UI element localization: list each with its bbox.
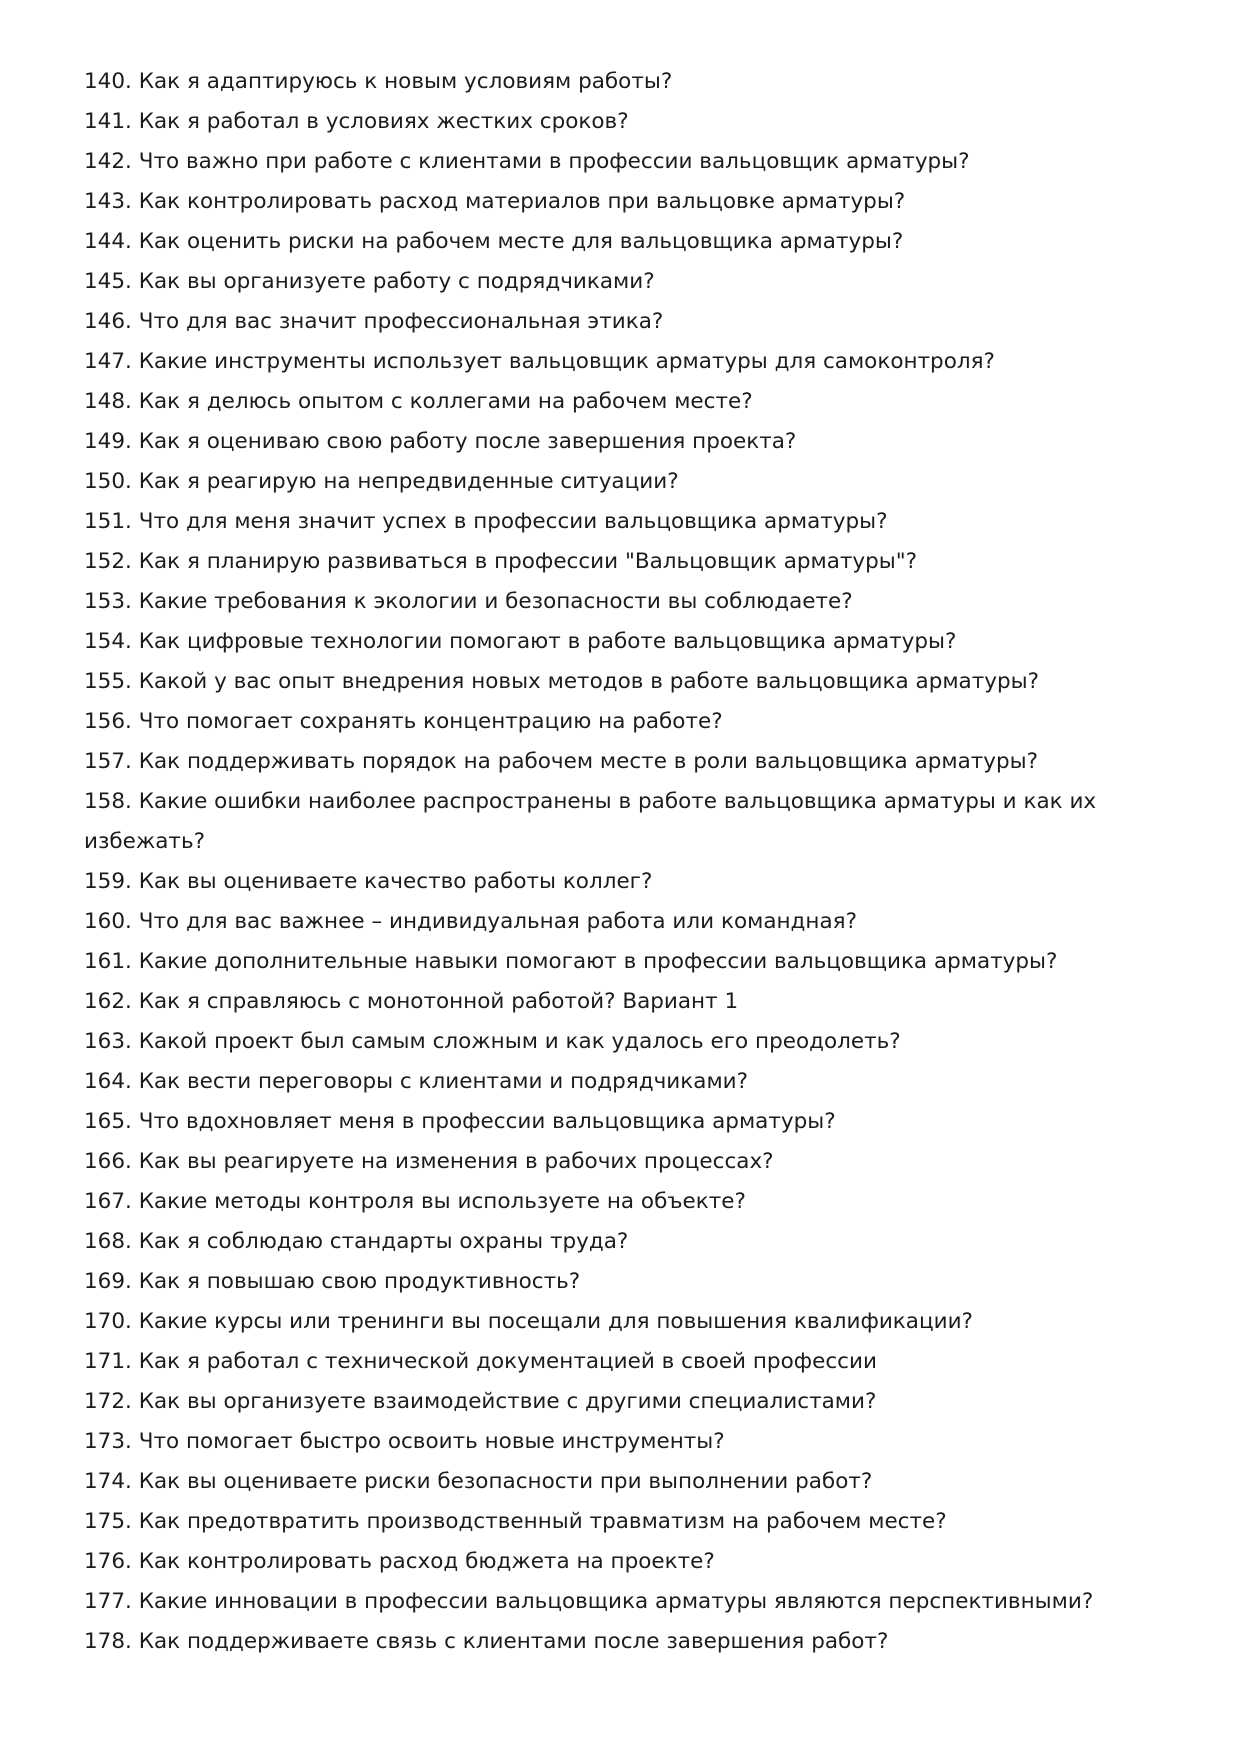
question-item: 154. Как цифровые технологии помогают в работе вальцовщика арматуры? [84, 629, 957, 654]
question-item: 148. Как я делюсь опытом с коллегами на рабочем месте? [84, 389, 753, 414]
question-item: 147. Какие инструменты использует вальцовщик арматуры для самоконтроля? [84, 349, 995, 374]
question-item: 141. Как я работал в условиях жестких сроков? [84, 109, 629, 134]
question-item: 171. Как я работал с технической документацией в своей профессии [84, 1349, 877, 1374]
question-item: 146. Что для вас значит профессиональная этика? [84, 309, 664, 334]
question-item: 143. Как контролировать расход материалов при вальцовке арматуры? [84, 189, 906, 214]
question-list [84, 62, 1164, 1662]
question-item: 168. Как я соблюдаю стандарты охраны труда? [84, 1229, 629, 1254]
question-item: 145. Как вы организуете работу с подрядчиками? [84, 269, 655, 294]
question-item: 176. Как контролировать расход бюджета на проекте? [84, 1549, 715, 1574]
document-page [84, 62, 1164, 1662]
question-item: 156. Что помогает сохранять концентрацию на работе? [84, 709, 723, 734]
question-item: 160. Что для вас важнее – индивидуальная работа или командная? [84, 909, 857, 934]
question-item: 178. Как поддерживаете связь с клиентами после завершения работ? [84, 1629, 889, 1654]
question-item: 157. Как поддерживать порядок на рабочем месте в роли вальцовщика арматуры? [84, 749, 1039, 774]
question-item: 173. Что помогает быстро освоить новые инструменты? [84, 1429, 725, 1454]
question-item: 153. Какие требования к экологии и безопасности вы соблюдаете? [84, 589, 853, 614]
question-item: 175. Как предотвратить производственный травматизм на рабочем месте? [84, 1509, 947, 1534]
question-item: 177. Какие инновации в профессии вальцовщика арматуры являются перспективными? [84, 1589, 1094, 1614]
question-item: 165. Что вдохновляет меня в профессии вальцовщика арматуры? [84, 1109, 836, 1134]
question-item: 163. Какой проект был самым сложным и как удалось его преодолеть? [84, 1029, 901, 1054]
question-item: 151. Что для меня значит успех в профессии вальцовщика арматуры? [84, 509, 888, 534]
question-item: 144. Как оценить риски на рабочем месте для вальцовщика арматуры? [84, 229, 904, 254]
question-item: 161. Какие дополнительные навыки помогают в профессии вальцовщика арматуры? [84, 949, 1058, 974]
question-item: 152. Как я планирую развиваться в профессии "Вальцовщик арматуры"? [84, 549, 918, 574]
question-item: 169. Как я повышаю свою продуктивность? [84, 1269, 581, 1294]
question-item: 158. Какие ошибки наиболее распространены в работе вальцовщика арматуры и как их избежать? [84, 789, 1097, 854]
question-item: 167. Какие методы контроля вы используете на объекте? [84, 1189, 746, 1214]
question-item: 142. Что важно при работе с клиентами в профессии вальцовщик арматуры? [84, 149, 970, 174]
question-item: 164. Как вести переговоры с клиентами и подрядчиками? [84, 1069, 749, 1094]
question-item: 166. Как вы реагируете на изменения в рабочих процессах? [84, 1149, 774, 1174]
question-item: 140. Как я адаптируюсь к новым условиям работы? [84, 69, 673, 94]
question-item: 162. Как я справляюсь с монотонной работой? Вариант 1 [84, 989, 739, 1014]
question-item: 174. Как вы оцениваете риски безопасности при выполнении работ? [84, 1469, 873, 1494]
question-item: 159. Как вы оцениваете качество работы коллег? [84, 869, 653, 894]
question-item: 149. Как я оцениваю свою работу после завершения проекта? [84, 429, 797, 454]
question-item: 155. Какой у вас опыт внедрения новых методов в работе вальцовщика арматуры? [84, 669, 1040, 694]
question-item: 170. Какие курсы или тренинги вы посещали для повышения квалификации? [84, 1309, 973, 1334]
question-item: 172. Как вы организуете взаимодействие с другими специалистами? [84, 1389, 877, 1414]
question-item: 150. Как я реагирую на непредвиденные ситуации? [84, 469, 679, 494]
